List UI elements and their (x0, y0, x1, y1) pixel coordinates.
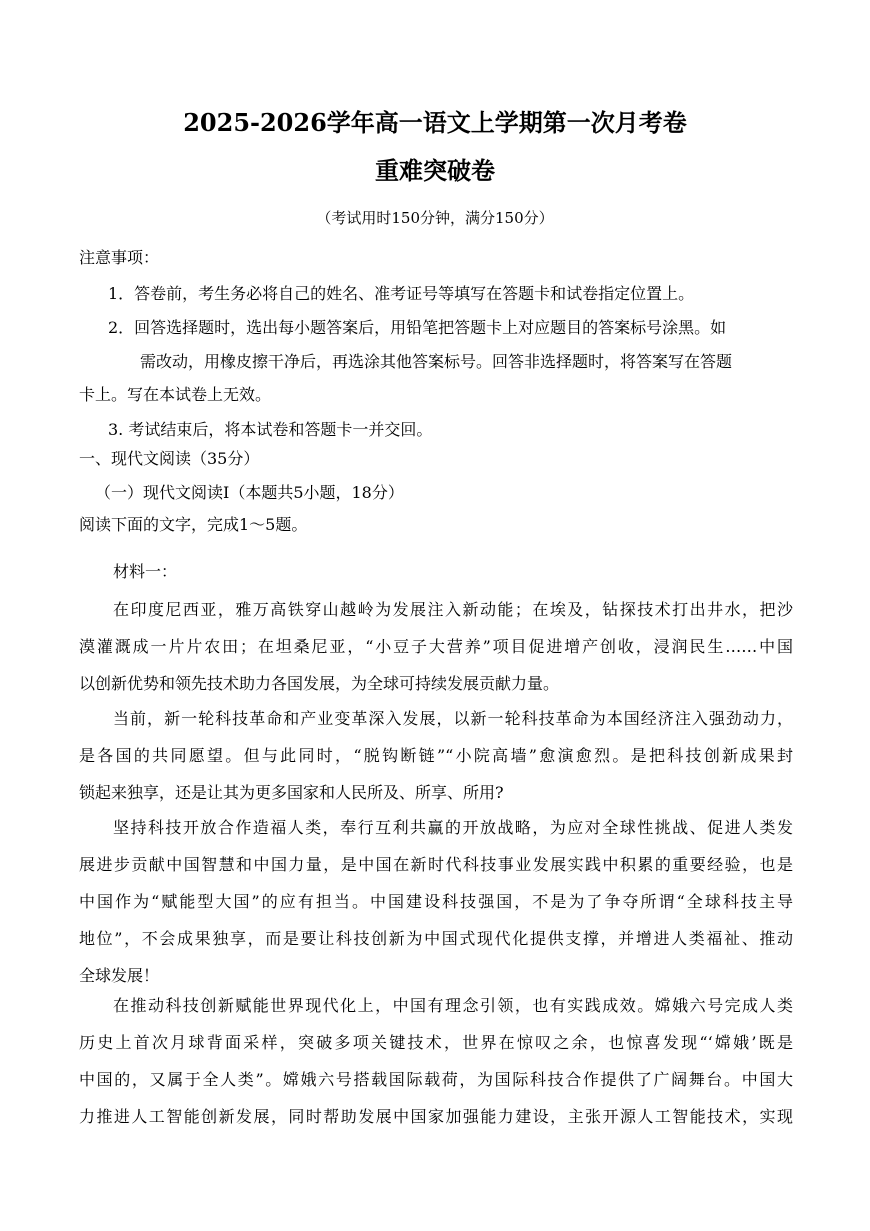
section-subheading: （一）现代文阅读Ⅰ（本题共5小题，18分） (95, 483, 404, 502)
notes-heading: 注意事项： (79, 248, 160, 267)
note-item-2-line-1: 2．回答选择题时，选出每小题答案后，用铅笔把答题卡上对应题目的答案标号涂黑。如 (108, 318, 727, 337)
section-heading: 一、现代文阅读（35分） (79, 449, 260, 468)
passage-paragraph-3 (79, 818, 793, 986)
exam-title: 2025-2026学年高一语文上学期第一次月考卷 (183, 108, 687, 137)
paragraph-line: 锁起来独享，还是让其为更多国家和人民所及、所享、所用? (79, 783, 504, 802)
passage-paragraph-2 (79, 709, 793, 803)
paragraph-line: 中国的，又属于全人类”。嫦娥六号搭载国际载荷，为国际科技合作提供了广阔舞台。中国大 (79, 1070, 793, 1089)
paragraph-line: 全球发展！ (79, 966, 160, 985)
passage-paragraph-1 (79, 600, 793, 694)
material-label: 材料一： (113, 562, 178, 581)
paragraph-line: 以创新优势和领先技术助力各国发展，为全球可持续发展贡献力量。 (79, 674, 560, 693)
reading-instruction: 阅读下面的文字，完成1～5题。 (79, 515, 308, 534)
exam-info: （考试用时150分钟，满分150分） (316, 209, 554, 227)
note-item-2-line-3: 卡上。写在本试卷上无效。 (79, 385, 272, 404)
note-item-3: 3. 考试结束后，将本试卷和答题卡一并交回。 (108, 420, 433, 439)
passage-paragraph-4 (79, 996, 793, 1127)
paragraph-line: 漠灌溉成一片片农田；在坦桑尼亚，“小豆子大营养”项目促进增产创收，浸润民生……中国 (79, 637, 793, 656)
paragraph-line: 力推进人工智能创新发展，同时帮助发展中国家加强能力建设，主张开源人工智能技术，实现 (79, 1107, 793, 1126)
paragraph-line: 当前，新一轮科技革命和产业变革深入发展，以新一轮科技革命为本国经济注入强劲动力， (113, 709, 793, 728)
paragraph-line: 是各国的共同愿望。但与此同时，“脱钩断链”“小院高墙”愈演愈烈。是把科技创新成果封 (79, 746, 793, 765)
paragraph-line: 展进步贡献中国智慧和中国力量，是中国在新时代科技事业发展实践中积累的重要经验，也是 (79, 855, 793, 874)
paragraph-line: 地位”，不会成果独享，而是要让科技创新为中国式现代化提供支撑，并增进人类福祉、推动 (79, 929, 793, 948)
paragraph-line: 中国作为“赋能型大国”的应有担当。中国建设科技强国，不是为了争夺所谓“全球科技主导 (79, 892, 793, 911)
paragraph-line: 在印度尼西亚，雅万高铁穿山越岭为发展注入新动能；在埃及，钻探技术打出井水，把沙 (113, 600, 793, 619)
exam-subtitle: 重难突破卷 (375, 156, 495, 185)
note-item-1: 1．答卷前，考生务必将自己的姓名、准考证号等填写在答题卡和试卷指定位置上。 (108, 284, 695, 303)
note-item-2-line-2: 需改动，用橡皮擦干净后，再选涂其他答案标号。回答非选择题时，将答案写在答题 (140, 352, 733, 371)
paragraph-line: 历史上首次月球背面采样，突破多项关键技术，世界在惊叹之余，也惊喜发现“‘嫦娥’既是 (79, 1033, 793, 1052)
paragraph-line: 坚持科技开放合作造福人类，奉行互利共赢的开放战略，为应对全球性挑战、促进人类发 (113, 818, 793, 837)
paragraph-line: 在推动科技创新赋能世界现代化上，中国有理念引领，也有实践成效。嫦娥六号完成人类 (113, 996, 793, 1015)
